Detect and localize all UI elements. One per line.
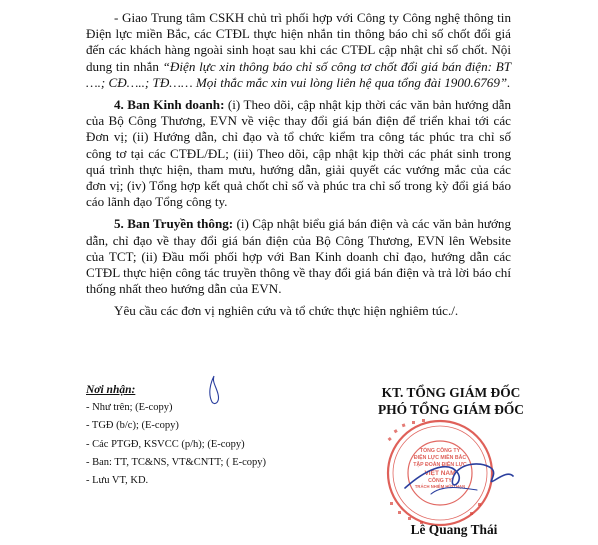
svg-text:CÔNG TY: CÔNG TY bbox=[428, 478, 452, 484]
document-body bbox=[86, 10, 511, 326]
paragraph-ban-kinh-doanh bbox=[86, 97, 511, 210]
paragraph-closing: Yêu cầu các đơn vị nghiên cứu và tổ chức thực hiện nghiêm túc./. bbox=[114, 303, 459, 319]
paragraph-cskh-text: - Giao Trung tâm CSKH chủ trì phối hợp với Công ty Công nghệ thông tin Điện lực miền Bắc, các CTĐL thực hiện nhắn tin thông báo chỉ số chốt đổi giá đến các khách hàng ngoài sinh hoạt sau khi các CTĐL cập nhật chỉ số chốt. Nội dung tin nhắn bbox=[86, 10, 511, 74]
handwritten-signature-icon bbox=[395, 430, 515, 510]
section-heading-kinh-doanh: 4. Ban Kinh doanh: bbox=[114, 97, 225, 113]
recipient-item: - TGĐ (b/c); (E-copy) bbox=[86, 420, 179, 432]
svg-text:VIỆT NAM: VIỆT NAM bbox=[424, 470, 456, 477]
recipient-item: - Như trên; (E-copy) bbox=[86, 402, 173, 414]
recipients-block bbox=[86, 381, 336, 490]
recipient-item: - Các PTGĐ, KSVCC (p/h); (E-copy) bbox=[86, 438, 245, 450]
signer-name: Lê Quang Thái bbox=[410, 522, 498, 537]
recipient-item: - Ban: TT, TC&NS, VT&CNTT; ( E-copy) bbox=[86, 456, 267, 468]
sms-content-quote: “Điện lực xin thông báo chỉ số công tơ chốt đổi giá bán điện: BT ….; CĐ…..; TĐ…… Mọi thắc mắc xin vui lòng liên hệ qua tổng đài 1900.6769”. bbox=[86, 58, 511, 90]
signature-title-line1: KT. TỔNG GIÁM ĐỐC bbox=[381, 385, 521, 400]
recipient-item: - Lưu VT, KD. bbox=[86, 475, 149, 487]
svg-text:TRÁCH NHIỆM HỮU HẠN: TRÁCH NHIỆM HỮU HẠN bbox=[414, 484, 466, 489]
signature-title-line2: PHÓ TỔNG GIÁM ĐỐC bbox=[378, 402, 524, 417]
signature-title-block bbox=[356, 384, 546, 418]
paragraph-cskh bbox=[86, 10, 511, 91]
svg-text:ĐIỆN LỰC MIỀN BẮC: ĐIỆN LỰC MIỀN BẮC bbox=[413, 455, 467, 461]
section-heading-truyen-thong: 5. Ban Truyền thông: bbox=[114, 216, 234, 232]
recipients-heading: Nơi nhận: bbox=[86, 384, 136, 396]
svg-text:TẬP ĐOÀN ĐIỆN LỰC: TẬP ĐOÀN ĐIỆN LỰC bbox=[413, 462, 467, 468]
svg-text:TỔNG CÔNG TY: TỔNG CÔNG TY bbox=[419, 448, 461, 454]
paragraph-truyen-thong-text: (i) Cập nhật biểu giá bán điện và các văn bản hướng dẫn, chỉ đạo về thay đổi giá bán điện của Bộ Công Thương, EVN lên Website của TCT; (ii) Đầu mối phối hợp với Ban Kinh doanh chỉ đạo, hướng dẫn các CTĐL thực hiện công tác truyền thông về thay đổi giá bán điện và trả lời báo chí thống nhất theo hướng dẫn của EVN. bbox=[86, 216, 512, 297]
paragraph-ban-truyen-thong bbox=[86, 216, 511, 297]
paragraph-kinh-doanh-text: (i) Theo dõi, cập nhật kịp thời các văn bản hướng dẫn của Bộ Công Thương, EVN về việc thay đổi giá bán điện để triển khai tới các Đơn vị; (ii) Hướng dẫn, chỉ đạo và tổ chức kiểm tra công tác phúc tra chỉ số công tơ tại các CTĐL/ĐL; (iii) Theo dõi, cập nhật kịp thời các phát sinh trong quá trình thực hiện, tham mưu, hướng dẫn, giải quyết các vướng mắc của các đơn vị; (iv) Tổng hợp kết quả chốt chỉ số và phúc tra chỉ số trong kỳ đổi giá báo cáo lãnh đạo Tổng công ty. bbox=[86, 97, 511, 210]
